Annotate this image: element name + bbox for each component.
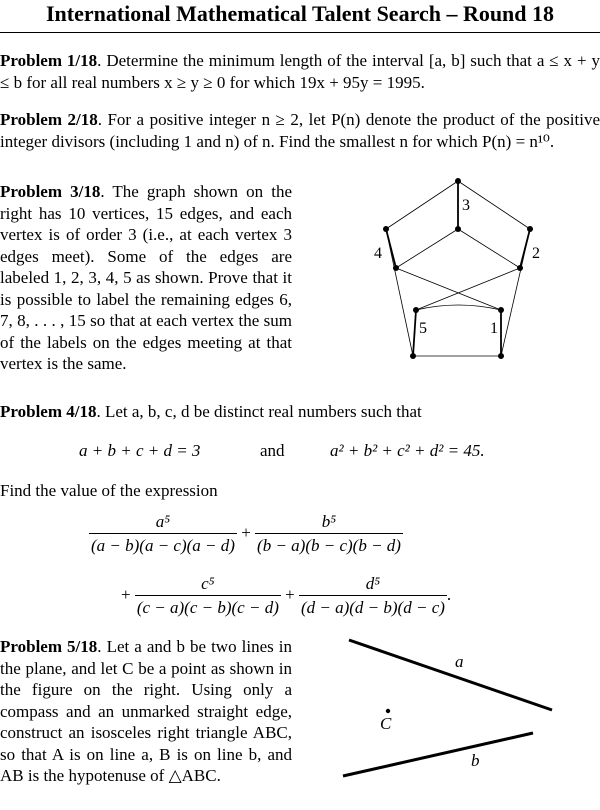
line-b-label: b [471, 751, 480, 770]
expr-row-2: + $\frac{\text{c⁵}}{(c - a)(c - b)(c - d)}$ + $\frac{\text{d⁵}}{(d - a)(d - b)(d - c)}$ . [121, 574, 452, 617]
condition-right: a² + b² + c² + d² = 45. [330, 441, 485, 460]
condition-and: and [260, 441, 285, 460]
problem-5-text: . Let a and b be two lines in the plane, and let C be a point as shown in the figure on the right. Using only a compass and an unmarked straight edge, construct an isosceles right triangle ABC, so that A is on line a, B is on line b, and AB is the hypotenuse of △ABC. [0, 637, 292, 785]
problem-3 [0, 181, 292, 375]
point-c-label: C [380, 714, 392, 733]
lines-figure [330, 630, 570, 800]
edge-label-1: 1 [490, 320, 498, 337]
expr-term-1: $\frac{\text{a⁵}}{(a - b)(a - c)(a - d)}$ [91, 512, 235, 555]
expr-term-3: $\frac{\text{c⁵}}{(c - a)(c - b)(c - d)}$ [136, 574, 279, 617]
edge-label-3: 3 [462, 197, 470, 214]
line-a-label: a [455, 652, 464, 671]
title-rule [0, 32, 600, 33]
problem-2 [0, 109, 600, 152]
problem-1-text: . Determine the minimum length of the interval [a, b] such that a ≤ x + y ≤ b for all real numbers x ≥ y ≥ 0 for which 19x + 95y = 1995. [0, 51, 600, 92]
condition-left: a + b + c + d = 3 [79, 441, 201, 460]
edge-label-4: 4 [374, 245, 382, 262]
page-title: International Mathematical Talent Search – Round 18 [45, 1, 555, 26]
problem-4-text: . Let a, b, c, d be distinct real numbers such that [96, 402, 422, 421]
expr-term-4: $\frac{\text{d⁵}}{(d - a)(d - b)(d - c)}$ [300, 574, 445, 617]
graph-figure [360, 170, 560, 370]
problem-3-label: Problem 3/18 [0, 182, 101, 201]
problem-5-label: Problem 5/18 [0, 637, 98, 656]
problem-5 [0, 636, 292, 787]
expr-term-2: $\frac{\text{b⁵}}{(b - a)(b - c)(b - d)}$ [257, 512, 401, 555]
problem-4 [0, 401, 600, 423]
expr-row-1: $\frac{\text{a⁵}}{(a - b)(a - c)(a - d)}$ + $\frac{\text{b⁵}}{(b - a)(b - c)(b - d)}$ [91, 512, 401, 555]
problem-1 [0, 50, 600, 93]
problem-1-label: Problem 1/18 [0, 51, 98, 70]
edge-label-2: 2 [532, 245, 540, 262]
find-text: Find the value of the expression [0, 481, 218, 500]
edge-label-5: 5 [419, 320, 427, 337]
problem-2-text: . For a positive integer n ≥ 2, let P(n) denote the product of the positive integer divisors (including 1 and n) of n. Find the smallest n for which P(n) = n¹⁰. [0, 110, 600, 151]
problem-3-text: . The graph shown on the right has 10 vertices, 15 edges, and each vertex is of order 3 (i.e., at each vertex 3 edges meet). Some of the edges are labeled 1, 2, 3, 4, 5 as shown. Prove that it is possible to label the remaining edges 6, 7, 8, . . . , 15 so that at each vertex the sum of the labels on the edges meeting at that vertex is the same. [0, 182, 292, 373]
problem-4-label: Problem 4/18 [0, 402, 97, 421]
problem-2-label: Problem 2/18 [0, 110, 98, 129]
